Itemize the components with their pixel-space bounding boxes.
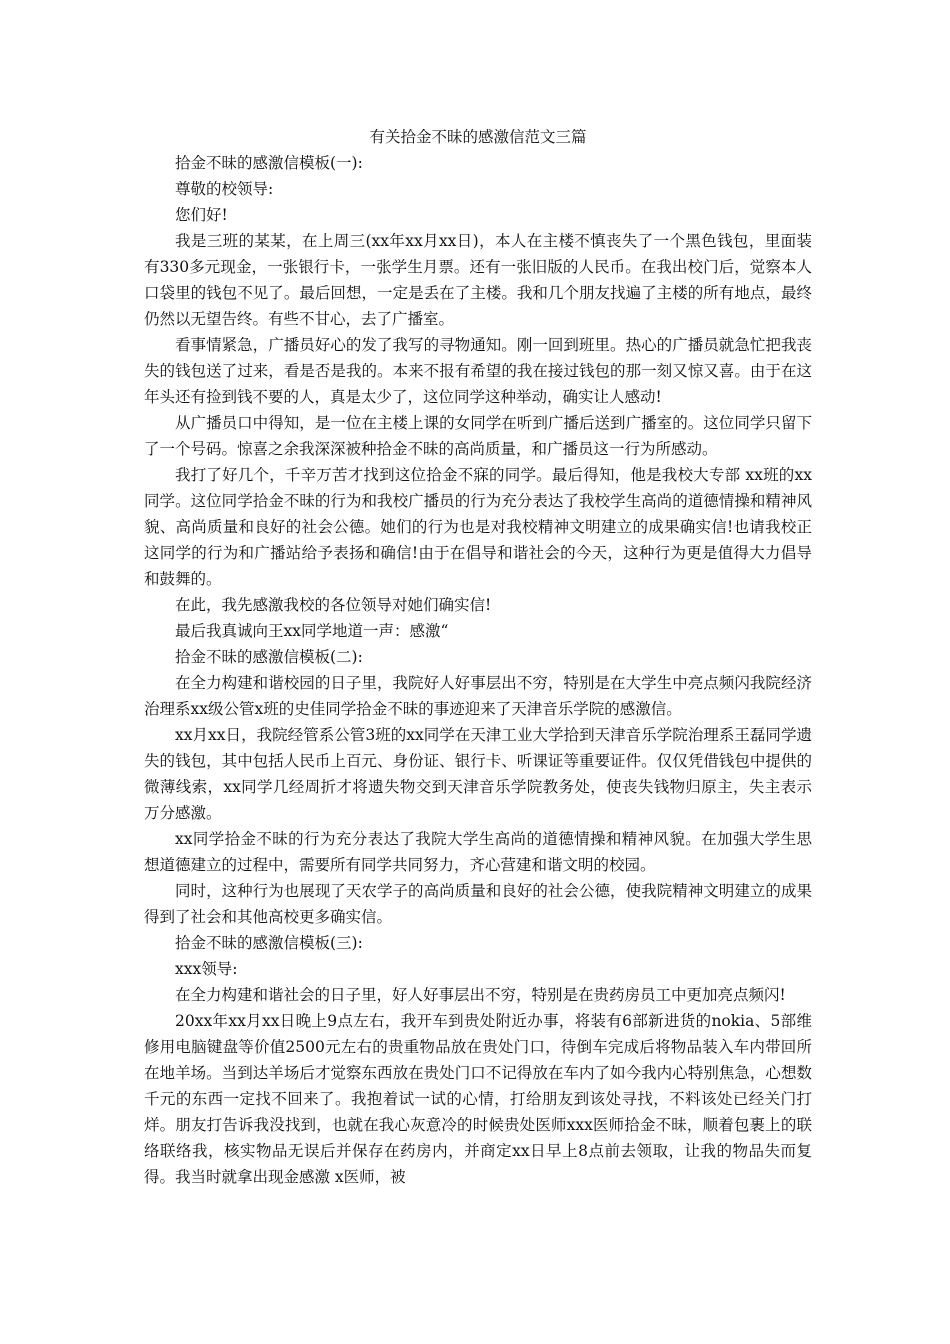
paragraph-template-3-heading: 拾金不昧的感激信模板(三): — [175, 934, 363, 952]
paragraph-greeting: 您们好! — [175, 206, 228, 224]
paragraph-body: 看事情紧急，广播员好心的发了我写的寻物通知。刚一回到班里。热心的广播员就急忙把我丧失的钱包送了过来，看是否是我的。本来不报有希望的我在接过钱包的那一刻又惊又喜。由于在这年头还有捡到钱不要的人，真是太少了，这位同学这种举动，确实让人感动! — [144, 336, 812, 406]
paragraph-template-2-heading: 拾金不昧的感激信模板(二): — [175, 648, 363, 666]
paragraph-salutation: 尊敬的校领导: — [175, 180, 274, 198]
paragraph-body: 我打了好几个，千辛万苦才找到这位拾金不寐的同学。最后得知，他是我校大专部 xx班的xx同学。这位同学拾金不昧的行为和我校广播员的行为充分表达了我校学生高尚的道德情操和精神风貌、高尚质量和良好的社会公德。她们的行为也是对我校精神文明建立的成果确实信!也请我校正这同学的行为和广播站给予表扬和确信!由于在倡导和谐社会的今天，这种行为更是值得大力倡导和鼓舞的。 — [144, 466, 812, 588]
paragraph-template-1-heading: 拾金不昧的感激信模板(一): — [175, 154, 363, 172]
paragraph-salutation: xxx领导: — [175, 960, 238, 978]
paragraph-body: 同时，这种行为也展现了天农学子的高尚质量和良好的社会公德，使我院精神文明建立的成果得到了社会和其他高校更多确实信。 — [144, 882, 812, 926]
document-title: 有关拾金不昧的感激信范文三篇 — [369, 128, 587, 146]
paragraph-body: 在全力构建和谐校园的日子里，我院好人好事层出不穷，特别是在大学生中亮点频闪我院经济治理系xx级公管x班的史佳同学拾金不昧的事迹迎来了天津音乐学院的感激信。 — [144, 674, 812, 718]
paragraph-body: xx月xx日，我院经管系公管3班的xx同学在天津工业大学拾到天津音乐学院治理系王磊同学遗失的钱包，其中包括人民币上百元、身份证、银行卡、听课证等重要证件。仅仅凭借钱包中提供的微薄线索，xx同学几经周折才将遗失物交到天津音乐学院教务处，使丧失钱物归原主，失主表示万分感激。 — [144, 726, 812, 822]
paragraph-body: xx同学拾金不昧的行为充分表达了我院大学生高尚的道德情操和精神风貌。在加强大学生思想道德建立的过程中，需要所有同学共同努力，齐心营建和谐文明的校园。 — [144, 830, 812, 874]
paragraph-body: 我是三班的某某，在上周三(xx年xx月xx日)，本人在主楼不慎丧失了一个黑色钱包，里面装有330多元现金，一张银行卡，一张学生月票。还有一张旧版的人民币。在我出校门后，觉察本人口袋里的钱包不见了。最后回想，一定是丢在了主楼。我和几个朋友找遍了主楼的所有地点，最终仍然以无望告终。有些不甘心，去了广播室。 — [144, 232, 812, 328]
paragraph-body: 从广播员口中得知，是一位在主楼上课的女同学在听到广播后送到广播室的。这位同学只留下了一个号码。惊喜之余我深深被种拾金不昧的高尚质量，和广播员这一行为所感动。 — [144, 414, 812, 458]
document-body — [144, 124, 812, 1190]
paragraph-body: 最后我真诚向王xx同学地道一声：感激“ — [175, 622, 449, 640]
paragraph-body: 在此，我先感激我校的各位领导对她们确实信! — [175, 596, 492, 614]
paragraph-body: 20xx年xx月xx日晚上9点左右，我开车到贵处附近办事，将装有6部新进货的nokia、5部维修用电脑键盘等价值2500元左右的贵重物品放在贵处门口，待倒车完成后将物品装入车内带回所在地羊场。当到达羊场后才觉察东西放在贵处门口不记得放在车内了如今我内心特别焦急，心想数千元的东西一定找不回来了。我抱着试一试的心情，打给朋友到该处寻找，不料该处已经关门打烊。朋友打告诉我没找到，也就在我心灰意冷的时候贵处医师xxx医师拾金不昧，顺着包裹上的联络联络我，核实物品无误后并保存在药房内，并商定xx日早上8点前去领取，让我的物品失而复得。我当时就拿出现金感激 x医师，被 — [144, 1012, 812, 1186]
paragraph-body: 在全力构建和谐社会的日子里，好人好事层出不穷，特别是在贵药房员工中更加亮点频闪! — [175, 986, 786, 1004]
